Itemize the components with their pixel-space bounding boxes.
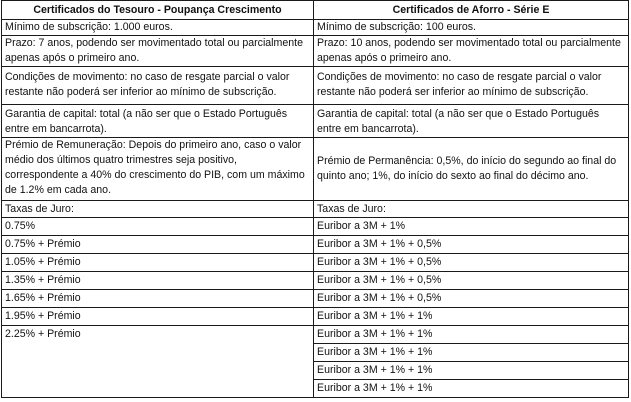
garantia-tesouro: Garantia de capital: total (a não ser que o Estado Português entre em bancarrota).	[2, 105, 314, 138]
taxas-list-tesouro	[5, 217, 310, 343]
taxas-label-tesouro: Taxas de Juro:	[5, 203, 74, 215]
rate-item: 2.25% + Prémio	[2, 325, 313, 343]
premio-tesouro: Prémio de Remuneração: Depois do primeiro ano, caso o valor médio dos últimos quatro trimestres seja positivo, correspondente a 40% do crescimento do PIB, com um máximo de 1.2% em cada ano.	[2, 138, 314, 201]
rate-item: 1.05% + Prémio	[2, 253, 313, 271]
taxas-tesouro	[2, 201, 314, 398]
rate-item: Euribor a 3M + 1% + 1%	[314, 325, 628, 343]
rate-item: Euribor a 3M + 1%	[314, 217, 628, 235]
rate-item: 1.95% + Prémio	[2, 307, 313, 325]
condicoes-tesouro: Condições de movimento: no caso de resgate parcial o valor restante não poderá ser inferior ao mínimo de subscrição.	[2, 67, 314, 105]
rate-item: Euribor a 3M + 1% + 0,5%	[314, 235, 628, 253]
row-garantia	[2, 105, 629, 138]
rate-item: 1.65% + Prémio	[2, 289, 313, 307]
row-minimo	[2, 20, 629, 36]
rate-item: Euribor a 3M + 1% + 1%	[314, 307, 628, 325]
rate-item: Euribor a 3M + 1% + 1%	[314, 361, 628, 379]
header-aforro: Certificados de Aforro - Série E	[314, 1, 629, 20]
rate-item: 1.35% + Prémio	[2, 271, 313, 289]
header-row	[2, 1, 629, 20]
comparison-table	[1, 0, 629, 398]
taxas-aforro	[314, 201, 629, 398]
rate-item: Euribor a 3M + 1% + 0,5%	[314, 253, 628, 271]
taxas-label-aforro: Taxas de Juro:	[317, 203, 386, 215]
rate-item: Euribor a 3M + 1% + 0,5%	[314, 289, 628, 307]
header-tesouro: Certificados do Tesouro - Poupança Crescimento	[2, 1, 314, 20]
row-taxas	[2, 201, 629, 398]
prazo-tesouro: Prazo: 7 anos, podendo ser movimentado total ou parcialmente apenas após o primeiro ano.	[2, 36, 314, 67]
rate-item: Euribor a 3M + 1% + 1%	[314, 379, 628, 397]
row-prazo	[2, 36, 629, 67]
rate-item: 0.75%	[2, 217, 313, 235]
premio-aforro: Prémio de Permanência: 0,5%, do início do segundo ao final do quinto ano; 1%, do início do sexto ao final do décimo ano.	[314, 138, 629, 201]
taxas-list-aforro	[317, 217, 625, 397]
garantia-aforro: Garantia de capital: total (a não ser que o Estado Português entre em bancarrota).	[314, 105, 629, 138]
row-condicoes	[2, 67, 629, 105]
row-premio	[2, 138, 629, 201]
rate-item: Euribor a 3M + 1% + 0,5%	[314, 271, 628, 289]
rate-item: 0.75% + Prémio	[2, 235, 313, 253]
rate-item: Euribor a 3M + 1% + 1%	[314, 343, 628, 361]
prazo-aforro: Prazo: 10 anos, podendo ser movimentado total ou parcialmente apenas após o primeiro ano.	[314, 36, 629, 67]
minimo-tesouro: Mínimo de subscrição: 1.000 euros.	[2, 20, 314, 36]
minimo-aforro: Mínimo de subscrição: 100 euros.	[314, 20, 629, 36]
condicoes-aforro: Condições de movimento: no caso de resgate parcial o valor restante não poderá ser inferior ao mínimo de subscrição.	[314, 67, 629, 105]
